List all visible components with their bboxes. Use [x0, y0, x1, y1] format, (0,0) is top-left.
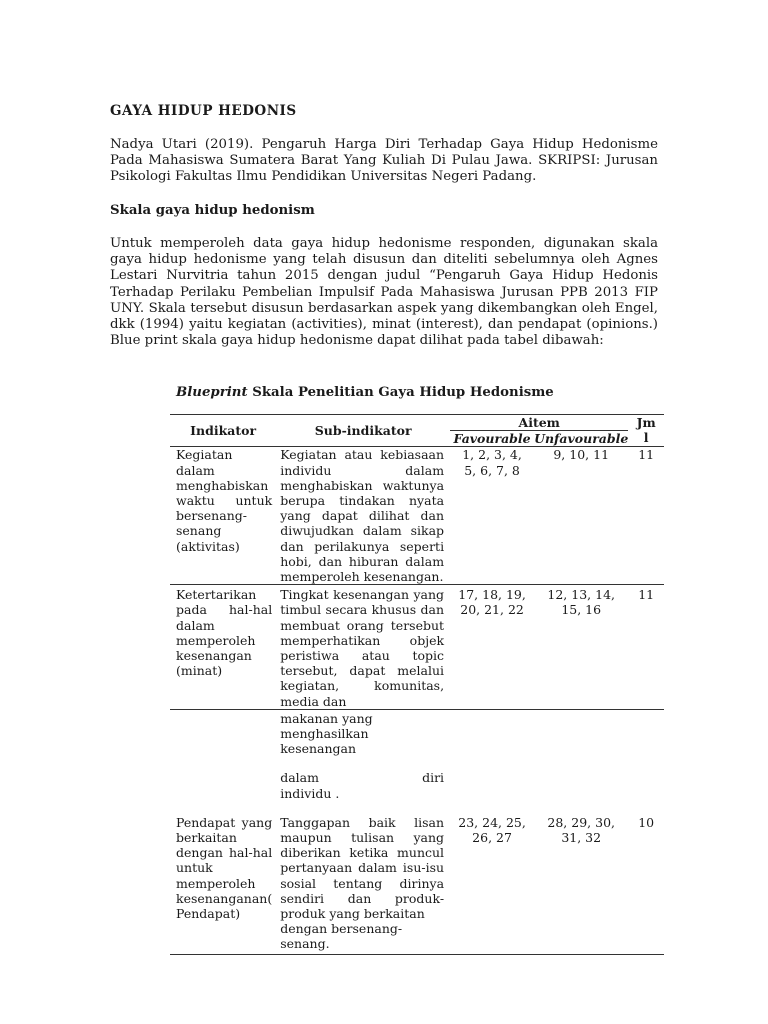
reference-paragraph: Nadya Utari (2019). Pengaruh Harga Diri Terhadap Gaya Hidup Hedonisme Pada Mahasiswa Sumatera Barat Yang Kuliah Di Pulau Jawa. SKRIPSI: Jurusan Psikologi Fakultas Ilmu Pendidikan Universitas Negeri Padang. [110, 137, 658, 184]
row3-sub-line3: individu . [280, 785, 340, 801]
row3-spacer [280, 756, 444, 770]
row3-sub-line1: makanan yang menghasilkan kesenangan [280, 710, 373, 757]
row4-jml: 10 [638, 814, 655, 830]
row2-subindikator: Tingkat kesenangan yang timbul secara khusus dan membuat orang tersebut memperhatikan objek peristiwa atau topic tersebut, dapat melalui kegiatan, komunitas, media dan [276, 585, 450, 710]
row4-subindikator [276, 815, 450, 954]
row4-sub-main: Tanggapan baik lisan maupun tulisan yang diberikan ketika muncul pertanyaan dalam isu-isu sosial tentang dirinya sendiri dan produk-produk yang berkaitan [280, 814, 445, 922]
caption-text: Skala Penelitian Gaya Hidup Hedonisme [247, 385, 554, 400]
blueprint-table [170, 414, 664, 955]
row2-unfavourable: 12, 13, 14, 15, 16 [534, 585, 628, 710]
row2-favourable: 17, 18, 19, 20, 21, 22 [450, 585, 534, 710]
row4-favourable: 23, 24, 25, 26, 27 [458, 814, 526, 846]
row4-unfavourable: 28, 29, 30, 31, 32 [547, 814, 615, 846]
table-row [170, 447, 664, 585]
table-row [170, 815, 664, 954]
row4-sub-last: dengan bersenang-senang. [280, 921, 403, 952]
header-jml [628, 415, 664, 447]
section-heading: GAYA HIDUP HEDONIS [110, 103, 297, 119]
row3-sub-line2b: diri [422, 770, 445, 786]
body-paragraph: Untuk memperoleh data gaya hidup hedonisme responden, digunakan skala gaya hidup hedonisme yang telah disusun dan diteliti sebelumnya oleh Agnes Lestari Nurvitria tahun 2015 dengan judul “Pengaruh Gaya Hidup Hedonis Terhadap Perilaku Pembelian Impulsif Pada Mahasiswa Jurusan PPB 2013 FIP UNY. Skala tersebut disusun berdasarkan aspek yang dikembangkan oleh Engel, dkk (1994) yaitu kegiatan (activities), minat (interest), dan pendapat (opinions.) Blue print skala gaya hidup hedonisme dapat dilihat pada tabel dibawah: [110, 236, 658, 349]
table-caption [176, 385, 554, 400]
row3-sub-line2 [280, 770, 444, 785]
row3-jml-empty [628, 709, 664, 815]
row3-unfav-empty [534, 709, 628, 815]
subsection-heading: Skala gaya hidup hedonism [110, 203, 315, 218]
header-subindikator: Sub-indikator [276, 415, 450, 447]
row3-sub-line2a: dalam [280, 770, 319, 786]
row2-indikator: Ketertarikan pada hal-hal dalam memperoleh kesenangan (minat) [170, 585, 276, 710]
caption-italic: Blueprint [176, 385, 248, 400]
header-indikator: Indikator [170, 415, 276, 447]
header-unfavourable: Unfavourable [534, 431, 629, 447]
row2-jml: 11 [628, 585, 664, 710]
row3-subindikator [276, 709, 450, 815]
row3-indikator-empty [170, 709, 276, 815]
table-row [170, 585, 664, 710]
header-jml-line1: Jm [636, 415, 656, 430]
header-aitem: Aitem [450, 415, 628, 431]
row1-unfavourable: 9, 10, 11 [553, 447, 610, 463]
header-jml-line2: l [643, 430, 649, 446]
header-favourable: Favourable [450, 431, 534, 447]
row1-favourable: 1, 2, 3, 4, 5, 6, 7, 8 [462, 447, 522, 478]
row3-fav-empty [450, 709, 534, 815]
row1-jml: 11 [638, 447, 655, 463]
table-row [170, 709, 664, 815]
row4-indikator: Pendapat yang berkaitan dengan hal-hal untuk memperoleh kesenanganan( Pendapat) [176, 814, 273, 922]
row1-indikator: Kegiatan dalam menghabiskan waktu untuk bersenang-senang (aktivitas) [176, 447, 273, 554]
row1-subindikator: Kegiatan atau kebiasaan individu dalam menghabiskan waktunya berupa tindakan nyata yang dapat dilihat dan diwujudkan dalam sikap dan perilakunya seperti hobi, dan hiburan dalam memperoleh kesenangan. [280, 447, 445, 585]
document-body [110, 103, 658, 359]
